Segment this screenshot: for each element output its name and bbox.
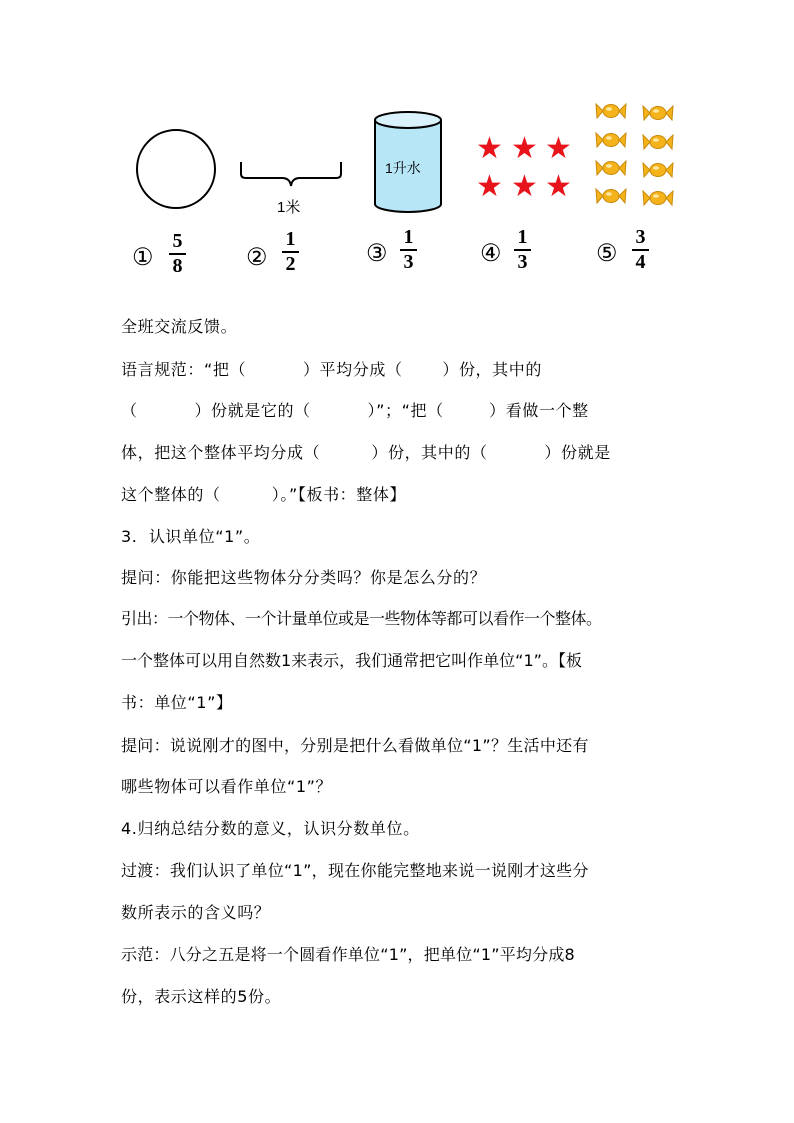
fraction xyxy=(514,227,531,273)
text-line: 全班交流反馈。 xyxy=(121,317,238,336)
numerator: 1 xyxy=(517,226,528,248)
text-line: 体，把这个整体平均分成（ ）份，其中的（ ）份就是 xyxy=(121,443,611,462)
candy-icon xyxy=(643,191,673,205)
circle-figure xyxy=(135,128,217,210)
candies-group xyxy=(592,100,684,216)
meter-brace-icon xyxy=(238,160,344,190)
fraction xyxy=(282,229,299,275)
text-line: 书：单位“1”】 xyxy=(121,693,233,712)
fraction xyxy=(632,227,649,273)
candy-icon xyxy=(596,133,626,147)
text-line: 哪些物体可以看作单位“1”？ xyxy=(121,777,333,796)
text-line: （ ）份就是它的（ ）”；“把（ ）看做一个整 xyxy=(121,401,589,420)
denominator: 3 xyxy=(403,251,414,273)
candy-icon xyxy=(596,161,626,175)
water-label: 1升水 xyxy=(385,160,421,176)
text-line: 这个整体的（ ）。”【板书：整体】 xyxy=(121,485,407,504)
denominator: 2 xyxy=(285,253,296,275)
text-line: 示范：八分之五是将一个圆看作单位“1”，把单位“1”平均分成8 xyxy=(121,945,575,964)
candy-icon xyxy=(643,135,673,149)
text-line: 份，表示这样的5份。 xyxy=(121,987,282,1006)
candy-icon xyxy=(643,106,673,120)
candy-icon xyxy=(596,104,626,118)
text-line: 过渡：我们认识了单位“1”，现在你能完整地来说一说刚才这些分 xyxy=(121,861,589,880)
text-line: 提问：你能把这些物体分分类吗？你是怎么分的？ xyxy=(121,568,487,587)
text-line: 一个整体可以用自然数1来表示，我们通常把它叫作单位“1”。【板 xyxy=(121,651,582,670)
index-marker: ② xyxy=(246,244,268,271)
star-icon: ★ xyxy=(545,131,572,166)
numerator: 5 xyxy=(172,230,183,252)
index-marker: ⑤ xyxy=(596,240,618,267)
denominator: 3 xyxy=(517,251,528,273)
fraction xyxy=(400,227,417,273)
star-icon: ★ xyxy=(476,169,503,204)
numerator: 3 xyxy=(635,226,646,248)
text-line: 4.归纳总结分数的意义，认识分数单位。 xyxy=(121,819,420,838)
meter-label: 1米 xyxy=(277,199,301,216)
index-marker: ① xyxy=(132,244,154,271)
star-icon: ★ xyxy=(476,131,503,166)
candy-icon xyxy=(643,163,673,177)
index-marker: ③ xyxy=(366,240,388,267)
text-line: 语言规范：“把（ ）平均分成（ ）份，其中的 xyxy=(121,360,542,379)
text-line: 引出：一个物体、一个计量单位或是一些物体等都可以看作一个整体。 xyxy=(121,609,602,628)
candy-icon xyxy=(596,189,626,203)
star-icon: ★ xyxy=(511,131,538,166)
fraction xyxy=(169,231,186,277)
text-line: 数所表示的含义吗？ xyxy=(121,903,271,922)
text-line: 3. 认识单位“1”。 xyxy=(121,527,261,546)
denominator: 8 xyxy=(172,255,183,277)
star-icon: ★ xyxy=(511,169,538,204)
text-line: 提问：说说刚才的图中，分别是把什么看做单位“1”？生活中还有 xyxy=(121,736,589,755)
numerator: 1 xyxy=(285,228,296,250)
numerator: 1 xyxy=(403,226,414,248)
denominator: 4 xyxy=(635,251,646,273)
star-icon: ★ xyxy=(545,169,572,204)
index-marker: ④ xyxy=(480,240,502,267)
